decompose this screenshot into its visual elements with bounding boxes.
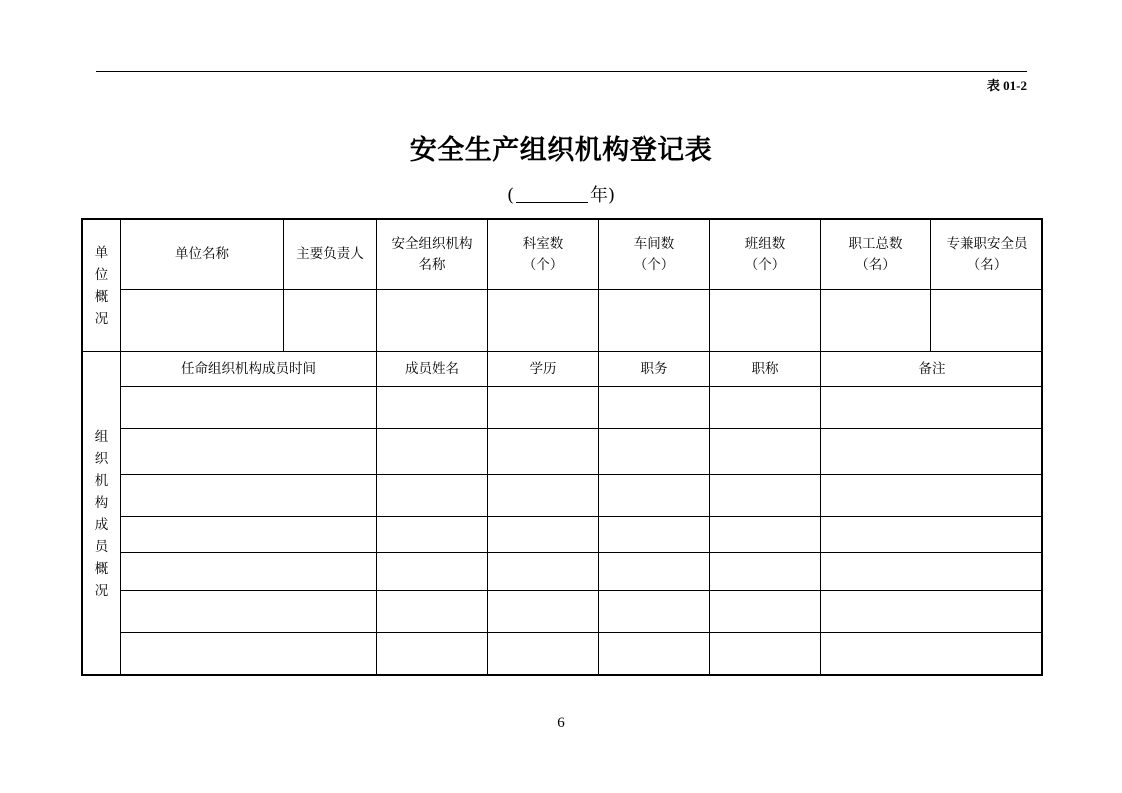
header-line1: 科室数 (522, 235, 564, 252)
member-header-3: 学历 (488, 352, 599, 387)
header-line1: 车间数 (633, 235, 675, 252)
page-title: 安全生产组织机构登记表 (409, 135, 713, 166)
header-line1: 专兼职安全员 (946, 235, 1028, 252)
member-row-7-cell-2[interactable] (377, 633, 488, 676)
member-row-4-cell-4[interactable] (599, 517, 710, 553)
header-line2: （个） (522, 256, 564, 273)
member-header-2: 成员姓名 (377, 352, 488, 387)
member-row-1-cell-1[interactable] (121, 387, 377, 429)
member-row-6-cell-4[interactable] (599, 591, 710, 633)
member-row-3-cell-3[interactable] (488, 475, 599, 517)
member-row-2-cell-5[interactable] (710, 429, 821, 475)
member-header-6: 备注 (821, 352, 1043, 387)
member-row-2-cell-4[interactable] (599, 429, 710, 475)
member-row-4-cell-2[interactable] (377, 517, 488, 553)
member-label-char: 织 (94, 451, 109, 467)
member-row-7-cell-6[interactable] (821, 633, 1043, 676)
unit-header-7 (821, 220, 931, 290)
member-label-char: 况 (94, 583, 109, 599)
unit-value-cell-5[interactable] (599, 290, 710, 352)
unit-header-8 (931, 220, 1043, 290)
page-number: 6 (557, 715, 565, 731)
member-row-6-cell-6[interactable] (821, 591, 1043, 633)
member-row-3-cell-1[interactable] (121, 475, 377, 517)
header-line2: （名） (966, 256, 1008, 273)
member-row-2-cell-3[interactable] (488, 429, 599, 475)
unit-value-cell-3[interactable] (377, 290, 488, 352)
member-row-2-cell-1[interactable] (121, 429, 377, 475)
member-label-char: 构 (94, 495, 109, 511)
member-row-3-cell-4[interactable] (599, 475, 710, 517)
unit-value-cell-4[interactable] (488, 290, 599, 352)
member-row-1-cell-4[interactable] (599, 387, 710, 429)
member-row-5-cell-5[interactable] (710, 553, 821, 591)
year-line (0, 181, 1122, 207)
member-header-1: 任命组织机构成员时间 (121, 352, 377, 387)
member-row-6-cell-5[interactable] (710, 591, 821, 633)
member-row-1-cell-3[interactable] (488, 387, 599, 429)
year-suffix: 年) (590, 185, 616, 206)
member-row-2-cell-2[interactable] (377, 429, 488, 475)
member-overview-label (83, 352, 121, 676)
member-row-5-cell-4[interactable] (599, 553, 710, 591)
unit-label-char: 概 (94, 288, 109, 305)
unit-label-char: 况 (94, 310, 109, 327)
member-row-6-cell-3[interactable] (488, 591, 599, 633)
member-label-char: 机 (94, 473, 109, 489)
header-line1: 班组数 (744, 235, 786, 252)
unit-value-cell-2[interactable] (284, 290, 377, 352)
member-label-char: 员 (94, 539, 109, 555)
member-header-4: 职务 (599, 352, 710, 387)
unit-header-5 (599, 220, 710, 290)
registration-table (81, 218, 1043, 676)
member-row-1-cell-2[interactable] (377, 387, 488, 429)
header-rule (96, 71, 1027, 72)
header-line1: 主要负责人 (296, 246, 364, 262)
member-row-1-cell-6[interactable] (821, 387, 1043, 429)
member-header-5: 职称 (710, 352, 821, 387)
year-open-paren: ( (506, 185, 514, 206)
member-row-7-cell-3[interactable] (488, 633, 599, 676)
unit-overview-label (83, 220, 121, 352)
member-row-2-cell-6[interactable] (821, 429, 1043, 475)
unit-header-6 (710, 220, 821, 290)
header-line1: 职工总数 (848, 235, 903, 252)
member-row-4-cell-3[interactable] (488, 517, 599, 553)
unit-header-4 (488, 220, 599, 290)
member-row-5-cell-6[interactable] (821, 553, 1043, 591)
unit-value-cell-1[interactable] (121, 290, 284, 352)
member-row-5-cell-3[interactable] (488, 553, 599, 591)
member-label-char: 组 (94, 429, 109, 445)
member-row-3-cell-5[interactable] (710, 475, 821, 517)
member-row-1-cell-5[interactable] (710, 387, 821, 429)
header-line2: 名称 (418, 256, 446, 273)
member-row-7-cell-5[interactable] (710, 633, 821, 676)
unit-value-cell-7[interactable] (821, 290, 931, 352)
unit-label-char: 位 (94, 266, 109, 283)
member-label-char: 概 (94, 561, 109, 577)
member-row-3-cell-6[interactable] (821, 475, 1043, 517)
member-row-5-cell-1[interactable] (121, 553, 377, 591)
unit-label-char: 单 (94, 244, 109, 261)
unit-value-cell-6[interactable] (710, 290, 821, 352)
member-row-6-cell-1[interactable] (121, 591, 377, 633)
unit-value-cell-8[interactable] (931, 290, 1043, 352)
member-row-4-cell-6[interactable] (821, 517, 1043, 553)
header-line1: 单位名称 (175, 246, 229, 262)
unit-header-3 (377, 220, 488, 290)
header-line2: （个） (744, 256, 786, 273)
unit-header-2 (284, 220, 377, 290)
member-row-4-cell-1[interactable] (121, 517, 377, 553)
member-label-char: 成 (94, 517, 109, 533)
member-row-5-cell-2[interactable] (377, 553, 488, 591)
year-blank-field[interactable] (516, 184, 588, 203)
header-line2: （个） (633, 256, 675, 273)
member-row-7-cell-4[interactable] (599, 633, 710, 676)
member-row-3-cell-2[interactable] (377, 475, 488, 517)
member-row-6-cell-2[interactable] (377, 591, 488, 633)
member-row-7-cell-1[interactable] (121, 633, 377, 676)
unit-header-1 (121, 220, 284, 290)
form-code: 表 01-2 (986, 78, 1027, 93)
header-line1: 安全组织机构 (391, 235, 473, 252)
member-row-4-cell-5[interactable] (710, 517, 821, 553)
header-line2: （名） (855, 256, 896, 273)
